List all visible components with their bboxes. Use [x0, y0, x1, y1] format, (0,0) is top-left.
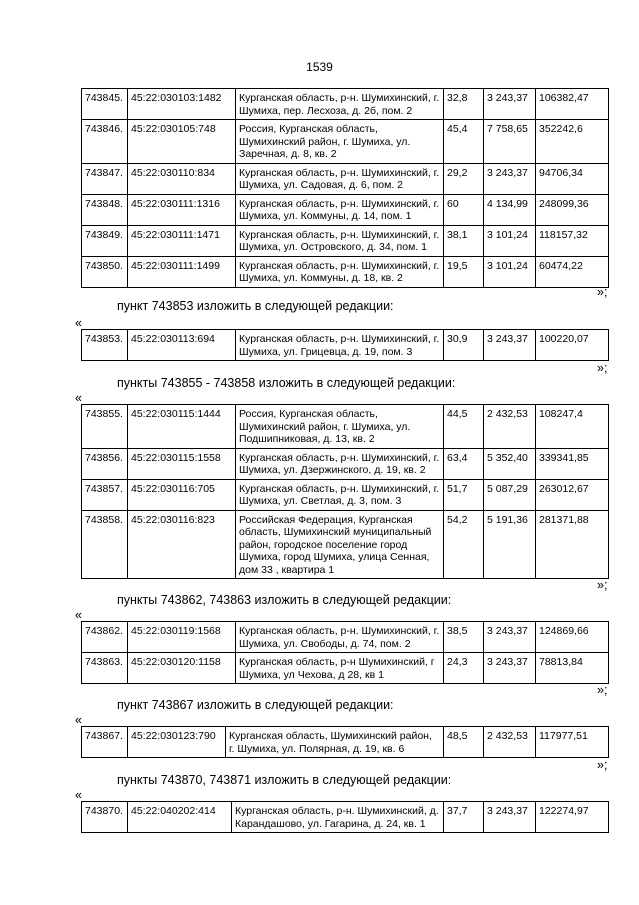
amendment-heading: пункты 743855 - 743858 изложить в следующей редакции:: [117, 376, 456, 390]
closing-quote: »;: [597, 683, 608, 697]
amendment-heading: пункты 743862, 743863 изложить в следующей редакции:: [117, 593, 452, 607]
rate-cell: 5 087,29: [484, 479, 536, 510]
area-cell: 54,2: [444, 510, 484, 579]
item-number-cell: 743862.: [82, 622, 128, 653]
area-cell: 19,5: [444, 256, 484, 287]
registry-table: [81, 801, 609, 833]
item-number-cell: 743863.: [82, 653, 128, 684]
address-cell: Российская Федерация, Курганская область, Шумихинский муниципальный район, городское поселение город Шумиха, город Шумиха, улица Сенная, дом 33 , квартира 1: [236, 510, 444, 579]
page-number: 1539: [306, 60, 333, 74]
address-cell: Курганская область, р-н. Шумихинский, г. Шумиха, ул. Коммуны, д. 14, пом. 1: [236, 194, 444, 225]
area-cell: 60: [444, 194, 484, 225]
item-number-cell: 743867.: [82, 727, 128, 758]
rate-cell: 3 243,37: [484, 89, 536, 120]
item-number-cell: 743856.: [82, 448, 128, 479]
address-cell: Курганская область, р-н. Шумихинский, г. Шумиха, ул. Островского, д. 34, пом. 1: [236, 225, 444, 256]
cadastral-number-cell: 45:22:030103:1482: [128, 89, 236, 120]
value-cell: 78813,84: [536, 653, 609, 684]
rate-cell: 3 243,37: [484, 653, 536, 684]
closing-quote: »;: [597, 285, 608, 299]
item-number-cell: 743846.: [82, 120, 128, 164]
rate-cell: 5 352,40: [484, 448, 536, 479]
area-cell: 32,8: [444, 89, 484, 120]
table-row: [82, 448, 609, 479]
amendment-heading: пункт 743867 изложить в следующей редакции:: [117, 698, 394, 712]
rate-cell: 4 134,99: [484, 194, 536, 225]
table-row: [82, 163, 609, 194]
rate-cell: 5 191,36: [484, 510, 536, 579]
opening-quote: «: [75, 713, 82, 727]
table-row: [82, 510, 609, 579]
table-row: [82, 89, 609, 120]
rate-cell: 2 432,53: [484, 405, 536, 449]
item-number-cell: 743848.: [82, 194, 128, 225]
rate-cell: 3 243,37: [484, 330, 536, 361]
table-row: [82, 802, 609, 833]
cadastral-number-cell: 45:22:030111:1471: [128, 225, 236, 256]
cadastral-number-cell: 45:22:030116:705: [128, 479, 236, 510]
cadastral-number-cell: 45:22:030119:1568: [128, 622, 236, 653]
value-cell: 122274,97: [536, 802, 609, 833]
value-cell: 94706,34: [536, 163, 609, 194]
area-cell: 45,4: [444, 120, 484, 164]
cadastral-number-cell: 45:22:030105:748: [128, 120, 236, 164]
rate-cell: 3 243,37: [484, 163, 536, 194]
cadastral-number-cell: 45:22:030110:834: [128, 163, 236, 194]
table-row: [82, 194, 609, 225]
area-cell: 30,9: [444, 330, 484, 361]
cadastral-number-cell: 45:22:030123:790: [128, 727, 226, 758]
cadastral-number-cell: 45:22:030115:1444: [128, 405, 236, 449]
opening-quote: «: [75, 788, 82, 802]
registry-table: [81, 329, 609, 361]
value-cell: 352242,6: [536, 120, 609, 164]
value-cell: 248099,36: [536, 194, 609, 225]
value-cell: 100220,07: [536, 330, 609, 361]
address-cell: Россия, Курганская область, Шумихинский район, г. Шумиха, ул. Заречная, д. 8, кв. 2: [236, 120, 444, 164]
cadastral-number-cell: 45:22:030116:823: [128, 510, 236, 579]
area-cell: 24,3: [444, 653, 484, 684]
cadastral-number-cell: 45:22:030115:1558: [128, 448, 236, 479]
closing-quote: »;: [597, 758, 608, 772]
amendment-heading: пункт 743853 изложить в следующей редакции:: [117, 299, 394, 313]
area-cell: 29,2: [444, 163, 484, 194]
cadastral-number-cell: 45:22:030113:694: [128, 330, 236, 361]
table-row: [82, 479, 609, 510]
area-cell: 48,5: [444, 727, 484, 758]
item-number-cell: 743855.: [82, 405, 128, 449]
item-number-cell: 743858.: [82, 510, 128, 579]
rate-cell: 7 758,65: [484, 120, 536, 164]
cadastral-number-cell: 45:22:040202:414: [128, 802, 232, 833]
value-cell: 124869,66: [536, 622, 609, 653]
item-number-cell: 743870.: [82, 802, 128, 833]
opening-quote: «: [75, 608, 82, 622]
address-cell: Курганская область, р-н. Шумихинский, д. Карандашово, ул. Гагарина, д. 24, кв. 1: [232, 802, 444, 833]
registry-table: [81, 88, 609, 288]
table-row: [82, 256, 609, 287]
area-cell: 37,7: [444, 802, 484, 833]
closing-quote: »;: [597, 578, 608, 592]
table-row: [82, 405, 609, 449]
rate-cell: 2 432,53: [484, 727, 536, 758]
item-number-cell: 743857.: [82, 479, 128, 510]
address-cell: Курганская область, р-н. Шумихинский, г. Шумиха, ул. Светлая, д. 3, пом. 3: [236, 479, 444, 510]
area-cell: 38,1: [444, 225, 484, 256]
item-number-cell: 743847.: [82, 163, 128, 194]
area-cell: 38,5: [444, 622, 484, 653]
closing-quote: »;: [597, 361, 608, 375]
rate-cell: 3 101,24: [484, 256, 536, 287]
value-cell: 108247,4: [536, 405, 609, 449]
opening-quote: «: [75, 391, 82, 405]
address-cell: Курганская область, Шумихинский район, г. Шумиха, ул. Полярная, д. 19, кв. 6: [226, 727, 444, 758]
rate-cell: 3 243,37: [484, 802, 536, 833]
registry-table: [81, 404, 609, 579]
address-cell: Курганская область, р-н. Шумихинский, г. Шумиха, ул. Коммуны, д. 18, кв. 2: [236, 256, 444, 287]
table-row: [82, 225, 609, 256]
area-cell: 63,4: [444, 448, 484, 479]
address-cell: Курганская область, р-н. Шумихинский, г. Шумиха, ул. Дзержинского, д. 19, кв. 2: [236, 448, 444, 479]
cadastral-number-cell: 45:22:030111:1499: [128, 256, 236, 287]
cadastral-number-cell: 45:22:030111:1316: [128, 194, 236, 225]
address-cell: Курганская область, р-н Шумихинский, г Шумиха, ул Чехова, д 28, кв 1: [236, 653, 444, 684]
area-cell: 44,5: [444, 405, 484, 449]
address-cell: Курганская область, р-н. Шумихинский, г. Шумиха, ул. Грицевца, д. 19, пом. 3: [236, 330, 444, 361]
item-number-cell: 743853.: [82, 330, 128, 361]
value-cell: 281371,88: [536, 510, 609, 579]
item-number-cell: 743845.: [82, 89, 128, 120]
address-cell: Россия, Курганская область, Шумихинский район, г. Шумиха, ул. Подшипниковая, д. 13, кв. 2: [236, 405, 444, 449]
amendment-heading: пункты 743870, 743871 изложить в следующей редакции:: [117, 773, 452, 787]
value-cell: 339341,85: [536, 448, 609, 479]
address-cell: Курганская область, р-н. Шумихинский, г. Шумиха, ул. Садовая, д. 6, пом. 2: [236, 163, 444, 194]
value-cell: 118157,32: [536, 225, 609, 256]
value-cell: 60474,22: [536, 256, 609, 287]
opening-quote: «: [75, 316, 82, 330]
value-cell: 117977,51: [536, 727, 609, 758]
table-row: [82, 622, 609, 653]
value-cell: 263012,67: [536, 479, 609, 510]
table-row: [82, 727, 609, 758]
value-cell: 106382,47: [536, 89, 609, 120]
rate-cell: 3 243,37: [484, 622, 536, 653]
address-cell: Курганская область, р-н. Шумихинский, г. Шумиха, пер. Лесхоза, д. 2б, пом. 2: [236, 89, 444, 120]
cadastral-number-cell: 45:22:030120:1158: [128, 653, 236, 684]
address-cell: Курганская область, р-н. Шумихинский, г. Шумиха, ул. Свободы, д. 74, пом. 2: [236, 622, 444, 653]
table-row: [82, 120, 609, 164]
area-cell: 51,7: [444, 479, 484, 510]
item-number-cell: 743849.: [82, 225, 128, 256]
registry-table: [81, 621, 609, 684]
rate-cell: 3 101,24: [484, 225, 536, 256]
registry-table: [81, 726, 609, 758]
table-row: [82, 653, 609, 684]
item-number-cell: 743850.: [82, 256, 128, 287]
table-row: [82, 330, 609, 361]
